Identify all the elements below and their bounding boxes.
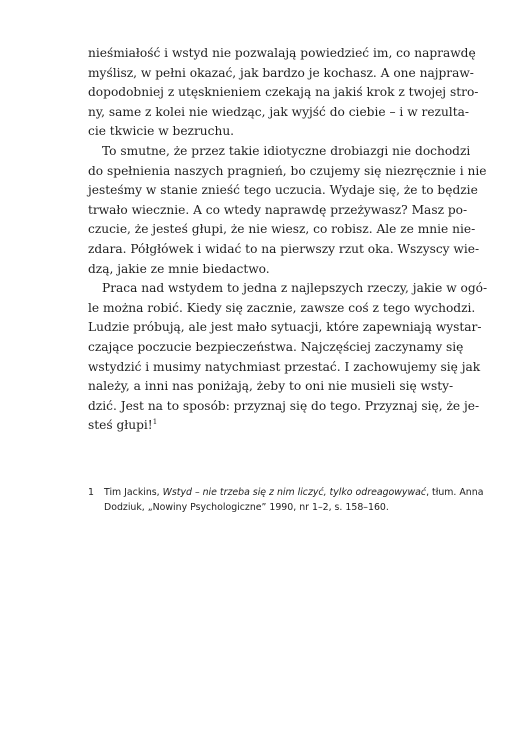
text-line: dzić. Jest na to sposób: przyznaj się do tego. Przyznaj się, że je- <box>88 398 480 413</box>
footnote-title: Wstyd – nie trzeba się z nim liczyć, tylko odreagowywać <box>162 487 427 498</box>
footnote-line-2: Dodziuk, „Nowiny Psychologiczne” 1990, nr 1–2, s. 158–160. <box>104 502 389 513</box>
footnote-line-1 <box>104 485 484 500</box>
footnote-number: 1 <box>88 487 94 498</box>
main-text <box>88 44 488 436</box>
text-line: należy, a inni nas poniżają, żeby to oni nie musieli się wsty- <box>88 379 454 394</box>
text-line: zdara. Półgłówek i widać to na pierwszy rzut oka. Wszyscy wie- <box>88 241 480 256</box>
text-line-final <box>88 416 440 436</box>
text-line: dzą, jakie ze mnie biedactwo. <box>88 261 270 276</box>
text-line: Praca nad wstydem to jedna z najlepszych rzeczy, jakie w ogó- <box>102 281 488 296</box>
paragraph-2 <box>88 142 487 279</box>
footnote-translator: , tłum. Anna <box>426 487 484 498</box>
text-line-content: steś głupi! <box>88 418 153 433</box>
text-line: wstydzić i musimy natychmiast przestać. I zachowujemy się jak <box>88 359 481 374</box>
text-line: cie tkwicie w bezruchu. <box>88 124 235 139</box>
footnote-reference[interactable]: 1 <box>152 418 158 427</box>
text-line: trwało wiecznie. A co wtedy naprawdę przeżywasz? Masz po- <box>88 202 468 217</box>
footnote <box>88 485 484 515</box>
text-line: le można robić. Kiedy się zacznie, zawsze coś z tego wychodzi. <box>88 300 476 315</box>
footnote-body <box>104 485 484 515</box>
text-line: nieśmiałość i wstyd nie pozwalają powiedzieć im, co naprawdę <box>88 46 476 60</box>
text-line: jesteśmy w stanie znieść tego uczucia. Wydaje się, że to będzie <box>88 183 478 198</box>
text-line: dopodobniej z utęsknieniem czekają na jakiś krok z twojej stro- <box>88 85 479 100</box>
text-line: czające poczucie bezpieczeństwa. Najczęściej zaczynamy się <box>88 339 464 354</box>
paragraph-1 <box>88 44 479 142</box>
paragraph-3 <box>88 279 488 436</box>
text-line: myślisz, w pełni okazać, jak bardzo je kochasz. A one najpraw- <box>88 65 474 80</box>
text-line: ny, same z kolei nie wiedząc, jak wyjść do ciebie – i w rezulta- <box>88 104 469 119</box>
text-line: czucie, że jesteś głupi, że nie wiesz, co robisz. Ale ze mnie nie- <box>88 222 476 237</box>
footnote-author: Tim Jackins, <box>104 487 163 498</box>
text-line: To smutne, że przez takie idiotyczne drobiazgi nie dochodzi <box>102 143 471 158</box>
text-line: Ludzie próbują, ale jest mało sytuacji, które zapewniają wystar- <box>88 320 482 335</box>
text-line: do spełnienia naszych pragnień, bo czujemy się niezręcznie i nie <box>88 163 487 178</box>
